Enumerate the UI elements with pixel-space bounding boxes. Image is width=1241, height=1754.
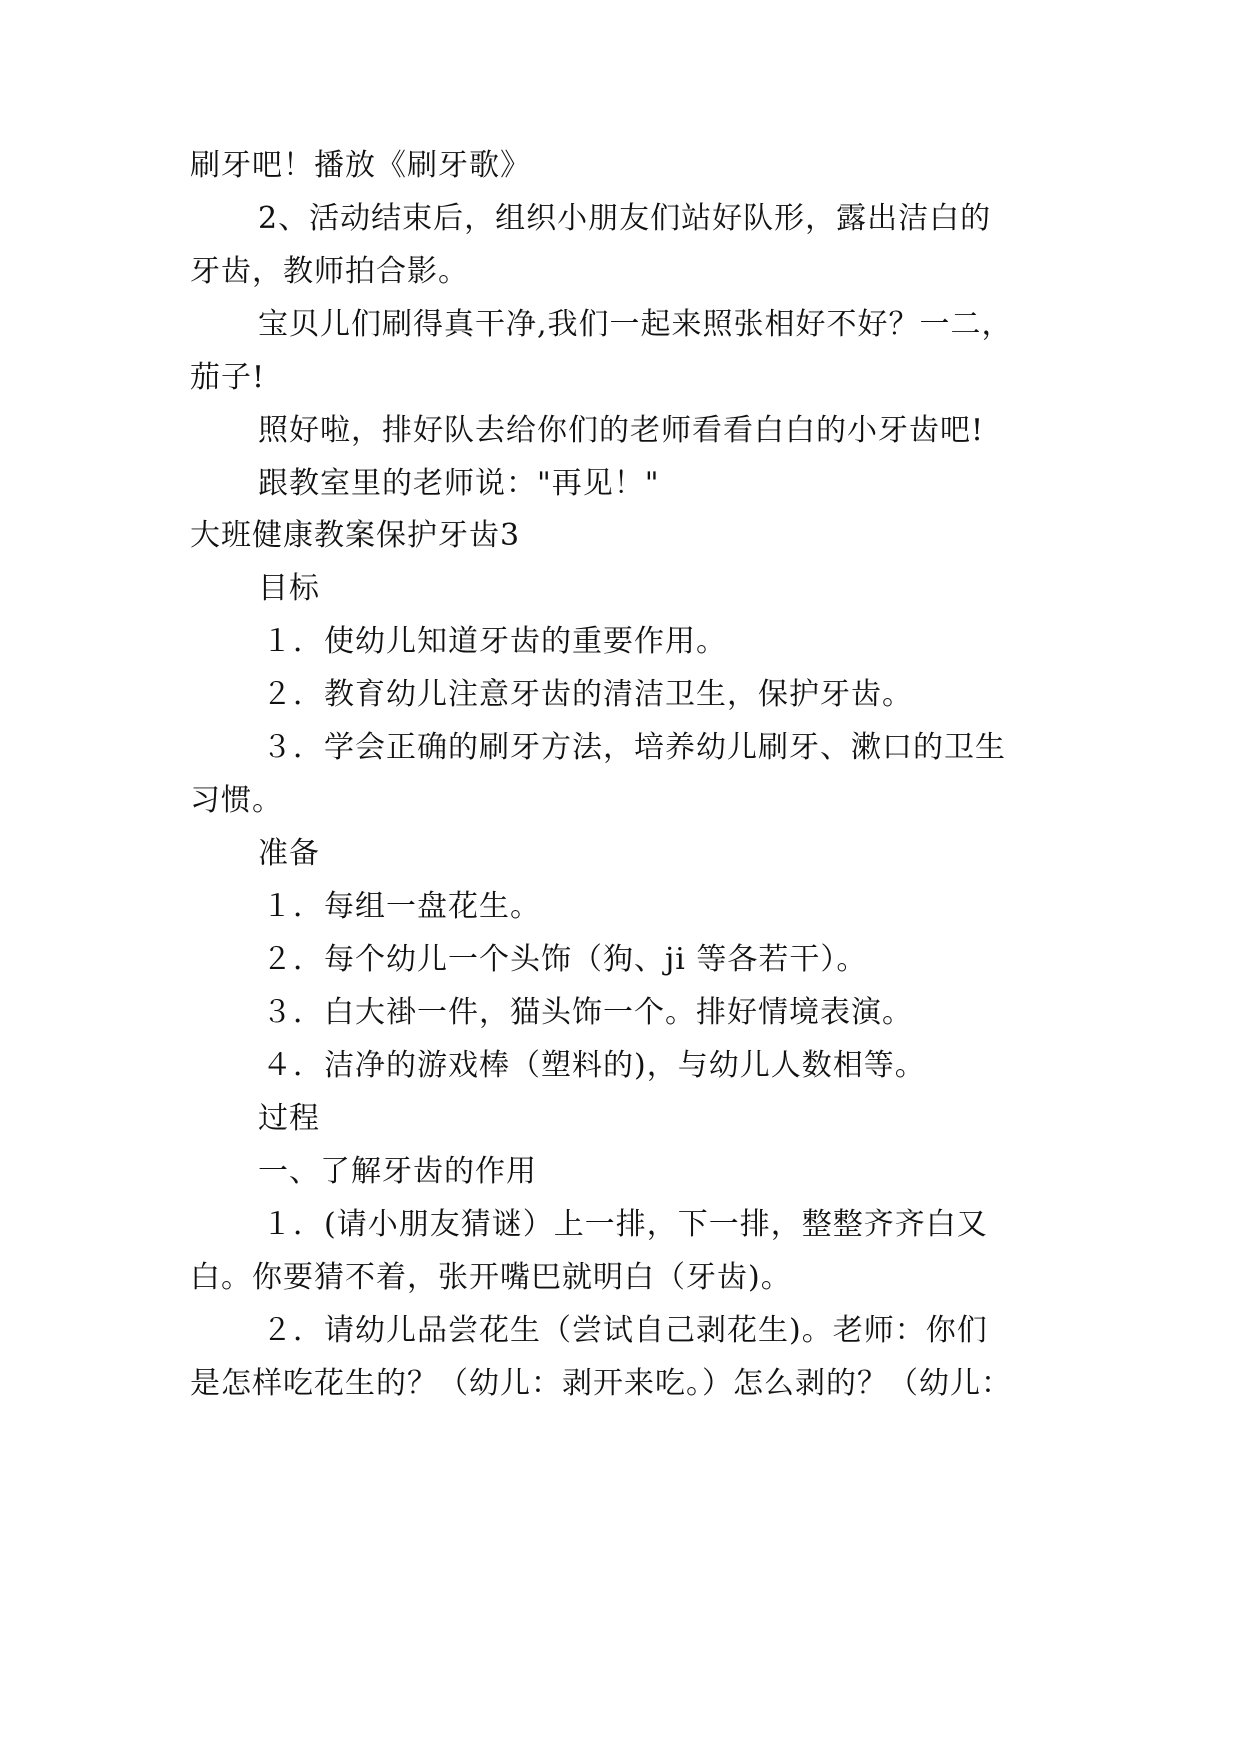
list-item: ２．每个幼儿一个头饰（狗、ji 等各若干）。 [262, 942, 868, 977]
list-item: １．每组一盘花生。 [262, 889, 541, 924]
list-item: ３．学会正确的刷牙方法，培养幼儿刷牙、漱口的卫生 [262, 730, 1006, 765]
text-line: 照好啦，排好队去给你们的老师看看白白的小牙齿吧! [258, 413, 985, 448]
text-line: 跟教室里的老师说："再见！" [258, 466, 660, 501]
text-line: 是怎样吃花生的？（幼儿：剥开来吃。）怎么剥的？（幼儿： [190, 1366, 1012, 1401]
text-line: 2、活动结束后，组织小朋友们站好队形，露出洁白的 [258, 201, 992, 236]
text-line: 白。你要猜不着，张开嘴巴就明白（牙齿)。 [190, 1260, 792, 1295]
list-item: ４．洁净的游戏棒（塑料的)，与幼儿人数相等。 [262, 1048, 926, 1083]
subheading-preparation: 准备 [258, 836, 320, 871]
text-line: 刷牙吧！播放《刷牙歌》 [190, 148, 531, 183]
subheading-goals: 目标 [258, 571, 320, 606]
list-item: １．使幼儿知道牙齿的重要作用。 [262, 624, 727, 659]
text-line: 牙齿，教师拍合影。 [190, 254, 469, 289]
list-item: ２．请幼儿品尝花生（尝试自己剥花生)。老师：你们 [262, 1313, 988, 1348]
list-item: ３．白大褂一件，猫头饰一个。排好情境表演。 [262, 995, 913, 1030]
section-heading: 大班健康教案保护牙齿3 [190, 518, 521, 553]
text-line: 一、了解牙齿的作用 [258, 1154, 537, 1189]
subheading-process: 过程 [258, 1101, 320, 1136]
text-line: 习惯。 [190, 783, 283, 818]
text-line: 宝贝儿们刷得真干净,我们一起来照张相好不好？一二， [258, 307, 1013, 342]
list-item: ２．教育幼儿注意牙齿的清洁卫生，保护牙齿。 [262, 677, 913, 712]
text-line: 茄子! [190, 360, 266, 395]
list-item: １．(请小朋友猜谜）上一排，下一排，整整齐齐白又 [262, 1207, 988, 1242]
